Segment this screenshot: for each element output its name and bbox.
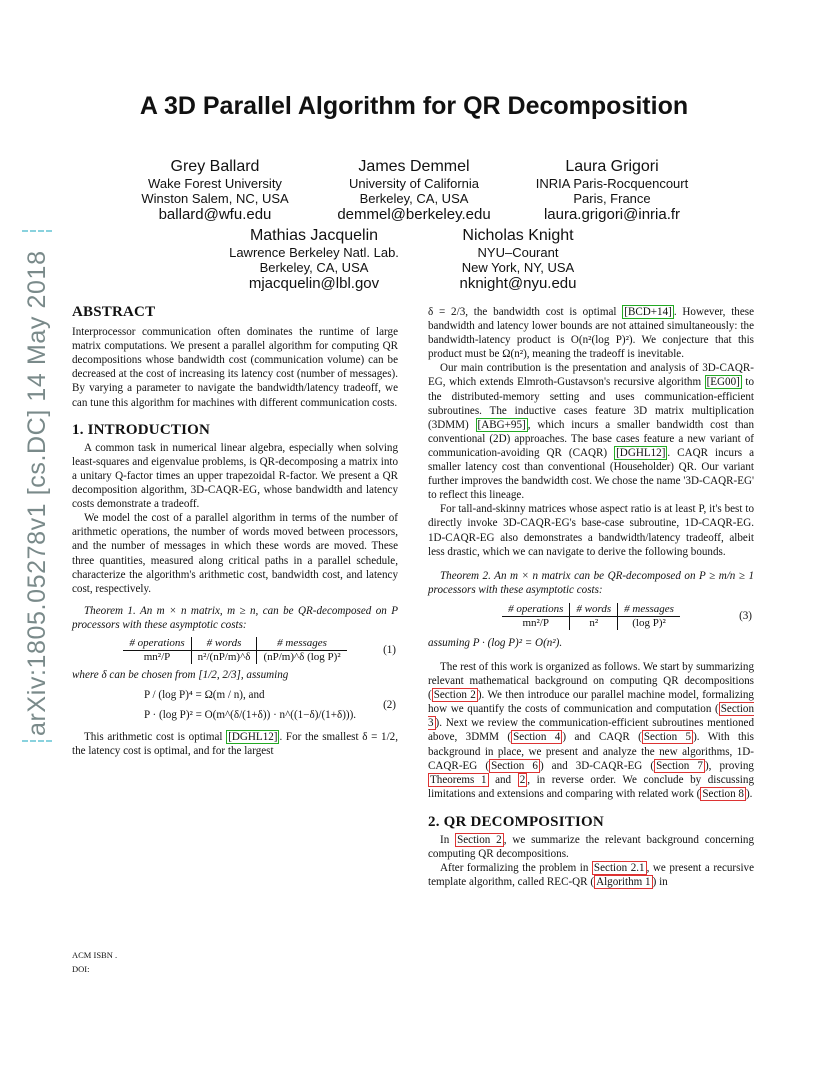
author-affiliation: University of California [348,176,480,191]
author-email: ballard@wfu.edu [158,206,272,223]
text: ). Next we review the communication-efficient subroutines mentioned above, 3DMM ( [428,717,754,744]
section-link[interactable]: Section 2 [433,689,476,702]
where-text [72,668,398,682]
qr-paragraph-2 [428,861,754,889]
text: ). With this background in place, we present and analyze the new algorithms, 1D-CAQR-EG ( [428,731,754,772]
qr-paragraph-1 [428,833,754,861]
table-header: # operations [502,603,570,617]
author-email: laura.grigori@inria.fr [543,206,681,223]
text: In [440,834,456,846]
equation-number: (3) [739,610,752,623]
citation-link[interactable]: [EG00] [706,376,740,389]
equation-number: (2) [383,699,396,712]
table-header: # messages [618,603,680,617]
intro-paragraph-1: A common task in numerical linear algebra, especially when solving least-squares and eigenvalue problems, is QR-decomposing a matrix into a unitary Q-factor times an upper trapezoidal R-factor. We present a QR decomposition algorithm, 3D-CAQR-EG, whose bandwidth and latency costs demonstrate a tradeoff. [72,441,398,511]
assuming-text-italic: assuming P · (log P)² = O(n²). [428,636,563,649]
theorem-2-text: Theorem 2. An m × n matrix can be QR-decomposed on P ≥ m/n ≥ 1 processors with these asymptotic costs: [428,569,754,596]
text: The rest of this work is organized as follows. We start by summarizing relevant mathematical background on computing QR decompositions ( [428,660,754,702]
text: ), proving [704,759,754,772]
citation-link[interactable]: [BCD+14] [624,306,672,318]
table-header: # messages [257,637,347,651]
equation-number: (1) [383,644,396,657]
section-link[interactable]: Section 4 [513,731,561,744]
author-knight [420,226,616,293]
author-email: mjacquelin@lbl.gov [248,275,380,292]
section-link[interactable]: Section 7 [656,759,703,772]
abstract-heading: ABSTRACT [72,304,156,320]
author-ballard [120,157,310,224]
right-paragraph-1 [428,305,754,361]
text: This arithmetic cost is optimal [84,731,227,744]
section-link[interactable]: Section 2 [457,834,502,846]
acm-isbn: ACM ISBN . [72,950,118,960]
text: δ = 2/3, the bandwidth cost is optimal [428,306,623,318]
author-name: Laura Grigori [565,158,659,175]
author-name: Grey Ballard [170,158,260,175]
table-header: # words [191,637,257,651]
text: , in reverse order. We conclude by discussing limitations and extensions and comparing with related work ( [428,773,754,800]
theorem-1-text: Theorem 1. An m × n matrix, m ≥ n, can be QR-decomposed on P processors with these asymptotic costs: [72,604,398,631]
author-affiliation: Wake Forest University [148,176,282,191]
author-jacquelin [214,226,414,293]
cost-table-3 [502,603,680,630]
author-location: Paris, France [573,191,651,206]
author-name: Nicholas Knight [462,227,574,244]
author-affiliation: INRIA Paris-Rocquencourt [535,176,689,191]
citation-link[interactable]: [DGHL12] [616,446,666,459]
equation-2-line-2: P · (log P)² = O(m^(δ/(1+δ)) · n^((1−δ)/(1+δ))). [144,709,357,722]
text: ). We then introduce our parallel machine model, formalizing how we quantify the costs of communication and computation ( [428,689,754,716]
cost-table-1 [123,637,346,664]
text: ) and 3D-CAQR-EG ( [539,759,655,772]
author-affiliation: Lawrence Berkeley Natl. Lab. [229,245,399,260]
author-name: Mathias Jacquelin [249,227,379,244]
text: ) in [652,876,668,889]
section-link[interactable]: Section 3 [428,703,754,730]
citation-link[interactable]: [ABG+95] [477,418,526,431]
author-name: James Demmel [358,158,470,175]
right-paragraph-4 [428,660,754,801]
section-link[interactable]: Section 5 [643,731,692,744]
table-cell: n²/(nP/m)^δ [191,650,257,664]
where-text-italic: where δ can be chosen from [1/2, 2/3], assuming [72,668,289,681]
author-location: New York, NY, USA [461,260,575,275]
text: , which incurs a smaller bandwidth cost than conventional (2D) approaches. The base cases feature a new variant of communication-avoiding QR (CAQR) [428,418,755,459]
table-cell: mn²/P [522,616,549,629]
author-location: Berkeley, CA, USA [259,260,369,275]
right-column [428,305,754,889]
intro-paragraph-2: We model the cost of a parallel algorithm in terms of the number of arithmetic operations, the number of words moved between processors, and the number of messages in which these words are moved. These three quantities, measured along critical paths in a parallel schedule, characterize the algorithm's arithmetic cost, bandwidth cost, and latency cost, respectively. [72,512,398,595]
theorem-1 [72,604,398,632]
text: Our main contribution is the presentation and analysis of 3D-CAQR-EG, which extends Elmroth-Gustavson's recursive algorithm [428,362,754,389]
table-cell: (nP/m)^δ (log P)² [257,650,347,664]
text: to the distributed-memory setting and uses communication-efficient subroutines. The inductive cases feature 3D matrix multiplication (3DMM) [428,376,754,431]
text: . However, these bandwidth and latency lower bounds are not attained simultaneously: the bandwidth-latency product is O(n²(log P)²). We conjecture that this product must be Ω(n²), meaning the tradeoff is inevitable. [428,306,754,361]
author-location: Winston Salem, NC, USA [141,191,289,206]
table-header: # operations [123,637,191,651]
algorithm-link[interactable]: Algorithm 1 [596,876,651,889]
citation-link[interactable]: [DGHL12] [228,731,278,744]
table-cell: n² [570,616,618,630]
text: After formalizing the problem in [440,862,592,875]
doi: DOI: [72,964,90,974]
theorem-2 [428,569,754,597]
theorem-link[interactable]: Theorems 1 [430,773,487,786]
right-paragraph-2 [428,361,754,502]
right-paragraph-3: For tall-and-skinny matrices whose aspect ratio is at least P, it's best to directly invoke 3D-CAQR-EG's base-case subroutine, 1D-CAQR-EG. 1D-CAQR-EG also demonstrates a bandwidth/latency tradeoff, albeit less drastic, which we can navigate to derive the following bounds. [428,503,754,558]
text: ). [745,787,753,800]
text: . For the smallest δ = 1/2, the latency cost is optimal, and for the largest [72,731,398,758]
theorem-link[interactable]: 2 [519,773,526,786]
equation-1 [72,637,398,664]
intro-heading: 1. INTRODUCTION [72,421,211,438]
author-demmel [316,157,512,224]
arith-paragraph [72,730,398,758]
equation-3 [428,603,754,630]
left-column [72,305,398,758]
equation-2-line-1: P / (log P)⁴ = Ω(m / n), and [144,689,265,702]
author-affiliation: NYU–Courant [477,245,559,260]
abstract-text: Interprocessor communication often dominates the runtime of large matrix computations. We present a parallel algorithm for computing QR decompositions whose bandwidth cost (communication volume) can be decreased at the cost of increasing its latency cost (number of messages). By varying a parameter to navigate the bandwidth/latency tradeoff, we can tune this algorithm for machines with different communication costs. [72,326,398,409]
author-email: nknight@nyu.edu [459,275,577,292]
section-link[interactable]: Section 2.1 [593,862,645,875]
paper-title: A 3D Parallel Algorithm for QR Decomposition [139,92,689,120]
text: , we present a recursive template algorithm, called REC-QR ( [428,862,754,889]
arxiv-stamp: arXiv:1805.05278v1 [cs.DC] 14 May 2018 [22,230,52,742]
text: and [488,773,518,786]
author-location: Berkeley, CA, USA [359,191,469,206]
text: ) and CAQR ( [562,731,642,744]
author-grigori [512,157,712,224]
table-cell: (log P)² [618,616,680,630]
qr-heading: 2. QR DECOMPOSITION [428,813,604,830]
equation-2 [72,688,398,722]
author-email: demmel@berkeley.edu [337,206,491,223]
assuming-text [428,636,754,650]
table-cell: mn²/P [143,650,171,663]
table-header: # words [570,603,618,617]
text: . CAQR incurs a smaller latency cost than conventional (Householder) QR. Our variant further improves the bandwidth cost. We chose the name '3D-CAQR-EG' to reflect this lineage. [428,446,754,502]
section-link[interactable]: Section 8 [702,787,744,800]
section-link[interactable]: Section 6 [491,759,538,772]
text: , we summarize the relevant background concerning computing QR decompositions. [428,834,755,861]
